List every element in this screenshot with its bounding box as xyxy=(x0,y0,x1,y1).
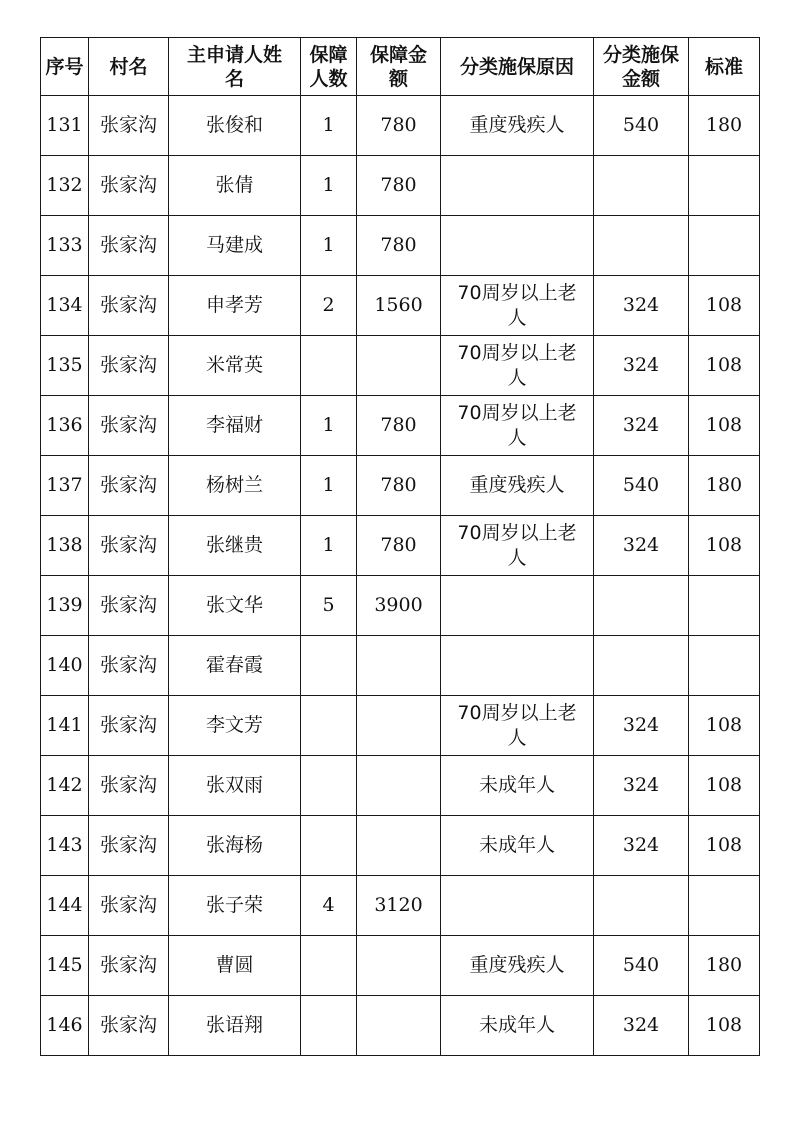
header-reason: 分类施保原因 xyxy=(441,38,594,96)
cell-amount xyxy=(357,696,441,756)
header-class-amount xyxy=(594,38,689,96)
cell-village: 张家沟 xyxy=(89,276,169,336)
cell-applicant-name: 申孝芳 xyxy=(169,276,301,336)
cell-seq: 136 xyxy=(41,396,89,456)
header-applicant xyxy=(169,38,301,96)
cell-applicant-name: 马建成 xyxy=(169,216,301,276)
cell-standard: 108 xyxy=(689,756,760,816)
cell-class-amount: 324 xyxy=(594,816,689,876)
header-persons-label: 保障人数 xyxy=(309,43,348,90)
cell-village: 张家沟 xyxy=(89,756,169,816)
table-row xyxy=(41,756,760,816)
cell-reason: 70周岁以上老人 xyxy=(441,516,594,576)
cell-village: 张家沟 xyxy=(89,216,169,276)
header-persons xyxy=(301,38,357,96)
cell-amount: 3900 xyxy=(357,576,441,636)
cell-seq: 146 xyxy=(41,996,89,1056)
cell-class-amount: 540 xyxy=(594,456,689,516)
cell-class-amount: 324 xyxy=(594,396,689,456)
cell-standard: 108 xyxy=(689,996,760,1056)
cell-village: 张家沟 xyxy=(89,336,169,396)
cell-village: 张家沟 xyxy=(89,636,169,696)
cell-persons: 1 xyxy=(301,516,357,576)
relief-roster-table xyxy=(40,37,760,1056)
cell-amount: 780 xyxy=(357,516,441,576)
cell-seq: 139 xyxy=(41,576,89,636)
cell-applicant-name: 张海杨 xyxy=(169,816,301,876)
cell-standard: 108 xyxy=(689,696,760,756)
cell-reason xyxy=(441,636,594,696)
cell-reason: 未成年人 xyxy=(441,996,594,1056)
cell-village: 张家沟 xyxy=(89,396,169,456)
table-row xyxy=(41,396,760,456)
table-row xyxy=(41,456,760,516)
cell-class-amount xyxy=(594,876,689,936)
cell-reason: 70周岁以上老人 xyxy=(441,336,594,396)
cell-class-amount: 324 xyxy=(594,756,689,816)
cell-applicant-name: 杨树兰 xyxy=(169,456,301,516)
cell-reason xyxy=(441,876,594,936)
cell-reason xyxy=(441,156,594,216)
header-standard: 标准 xyxy=(689,38,760,96)
cell-persons: 2 xyxy=(301,276,357,336)
cell-class-amount: 324 xyxy=(594,276,689,336)
cell-applicant-name: 李福财 xyxy=(169,396,301,456)
cell-applicant-name: 霍春霞 xyxy=(169,636,301,696)
cell-amount: 780 xyxy=(357,216,441,276)
cell-seq: 134 xyxy=(41,276,89,336)
cell-seq: 143 xyxy=(41,816,89,876)
cell-reason: 70周岁以上老人 xyxy=(441,276,594,336)
cell-village: 张家沟 xyxy=(89,156,169,216)
cell-amount xyxy=(357,936,441,996)
cell-standard: 108 xyxy=(689,336,760,396)
table-row xyxy=(41,816,760,876)
cell-reason: 未成年人 xyxy=(441,816,594,876)
cell-amount xyxy=(357,816,441,876)
cell-seq: 144 xyxy=(41,876,89,936)
header-seq: 序号 xyxy=(41,38,89,96)
cell-reason: 未成年人 xyxy=(441,756,594,816)
cell-persons xyxy=(301,696,357,756)
cell-village: 张家沟 xyxy=(89,696,169,756)
cell-persons: 1 xyxy=(301,216,357,276)
cell-class-amount xyxy=(594,576,689,636)
cell-seq: 138 xyxy=(41,516,89,576)
cell-class-amount: 324 xyxy=(594,336,689,396)
cell-reason xyxy=(441,576,594,636)
header-amount-label: 保障金额 xyxy=(369,43,427,90)
cell-standard xyxy=(689,636,760,696)
cell-applicant-name: 张语翔 xyxy=(169,996,301,1056)
header-class-amount-label: 分类施保金额 xyxy=(602,43,679,90)
cell-seq: 132 xyxy=(41,156,89,216)
cell-persons: 1 xyxy=(301,156,357,216)
cell-standard: 180 xyxy=(689,936,760,996)
table-row xyxy=(41,696,760,756)
cell-class-amount xyxy=(594,216,689,276)
cell-amount: 780 xyxy=(357,396,441,456)
table-row xyxy=(41,576,760,636)
cell-applicant-name: 张继贵 xyxy=(169,516,301,576)
table-body xyxy=(41,96,760,1056)
header-row xyxy=(41,38,760,96)
cell-standard: 108 xyxy=(689,516,760,576)
cell-standard: 180 xyxy=(689,96,760,156)
cell-village: 张家沟 xyxy=(89,996,169,1056)
cell-applicant-name: 张双雨 xyxy=(169,756,301,816)
table-row xyxy=(41,156,760,216)
cell-village: 张家沟 xyxy=(89,516,169,576)
cell-standard xyxy=(689,876,760,936)
cell-seq: 145 xyxy=(41,936,89,996)
cell-persons: 1 xyxy=(301,456,357,516)
cell-persons xyxy=(301,336,357,396)
cell-seq: 142 xyxy=(41,756,89,816)
cell-standard xyxy=(689,216,760,276)
cell-amount: 780 xyxy=(357,156,441,216)
cell-village: 张家沟 xyxy=(89,816,169,876)
cell-seq: 133 xyxy=(41,216,89,276)
cell-standard: 108 xyxy=(689,396,760,456)
cell-amount xyxy=(357,996,441,1056)
cell-persons xyxy=(301,756,357,816)
cell-seq: 137 xyxy=(41,456,89,516)
cell-reason: 重度残疾人 xyxy=(441,936,594,996)
cell-applicant-name: 李文芳 xyxy=(169,696,301,756)
cell-applicant-name: 张文华 xyxy=(169,576,301,636)
cell-seq: 141 xyxy=(41,696,89,756)
cell-standard xyxy=(689,576,760,636)
table-row xyxy=(41,876,760,936)
cell-standard: 180 xyxy=(689,456,760,516)
cell-class-amount xyxy=(594,636,689,696)
cell-village: 张家沟 xyxy=(89,96,169,156)
cell-village: 张家沟 xyxy=(89,876,169,936)
table-row xyxy=(41,636,760,696)
cell-reason: 70周岁以上老人 xyxy=(441,396,594,456)
cell-seq: 140 xyxy=(41,636,89,696)
cell-persons xyxy=(301,996,357,1056)
cell-persons: 1 xyxy=(301,396,357,456)
cell-applicant-name: 张倩 xyxy=(169,156,301,216)
table-row xyxy=(41,996,760,1056)
cell-village: 张家沟 xyxy=(89,456,169,516)
table-row xyxy=(41,96,760,156)
cell-amount: 3120 xyxy=(357,876,441,936)
header-village: 村名 xyxy=(89,38,169,96)
table-header xyxy=(41,38,760,96)
table-row xyxy=(41,216,760,276)
cell-applicant-name: 曹圆 xyxy=(169,936,301,996)
table-row xyxy=(41,936,760,996)
cell-standard: 108 xyxy=(689,276,760,336)
cell-reason xyxy=(441,216,594,276)
table-row xyxy=(41,336,760,396)
cell-seq: 131 xyxy=(41,96,89,156)
cell-standard xyxy=(689,156,760,216)
table-row xyxy=(41,276,760,336)
cell-reason: 重度残疾人 xyxy=(441,96,594,156)
cell-applicant-name: 米常英 xyxy=(169,336,301,396)
cell-reason: 重度残疾人 xyxy=(441,456,594,516)
cell-persons xyxy=(301,636,357,696)
cell-village: 张家沟 xyxy=(89,576,169,636)
cell-applicant-name: 张俊和 xyxy=(169,96,301,156)
cell-amount: 1560 xyxy=(357,276,441,336)
cell-persons: 1 xyxy=(301,96,357,156)
cell-class-amount: 324 xyxy=(594,996,689,1056)
cell-amount xyxy=(357,636,441,696)
table-row xyxy=(41,516,760,576)
cell-seq: 135 xyxy=(41,336,89,396)
cell-class-amount: 324 xyxy=(594,516,689,576)
cell-reason: 70周岁以上老人 xyxy=(441,696,594,756)
cell-amount xyxy=(357,336,441,396)
cell-standard: 108 xyxy=(689,816,760,876)
cell-applicant-name: 张子荣 xyxy=(169,876,301,936)
cell-village: 张家沟 xyxy=(89,936,169,996)
cell-persons xyxy=(301,936,357,996)
cell-class-amount: 540 xyxy=(594,936,689,996)
cell-amount: 780 xyxy=(357,456,441,516)
cell-persons: 5 xyxy=(301,576,357,636)
cell-amount xyxy=(357,756,441,816)
cell-class-amount xyxy=(594,156,689,216)
cell-amount: 780 xyxy=(357,96,441,156)
header-applicant-label: 主申请人姓名 xyxy=(186,43,282,90)
cell-persons xyxy=(301,816,357,876)
header-amount xyxy=(357,38,441,96)
cell-class-amount: 540 xyxy=(594,96,689,156)
cell-persons: 4 xyxy=(301,876,357,936)
cell-class-amount: 324 xyxy=(594,696,689,756)
